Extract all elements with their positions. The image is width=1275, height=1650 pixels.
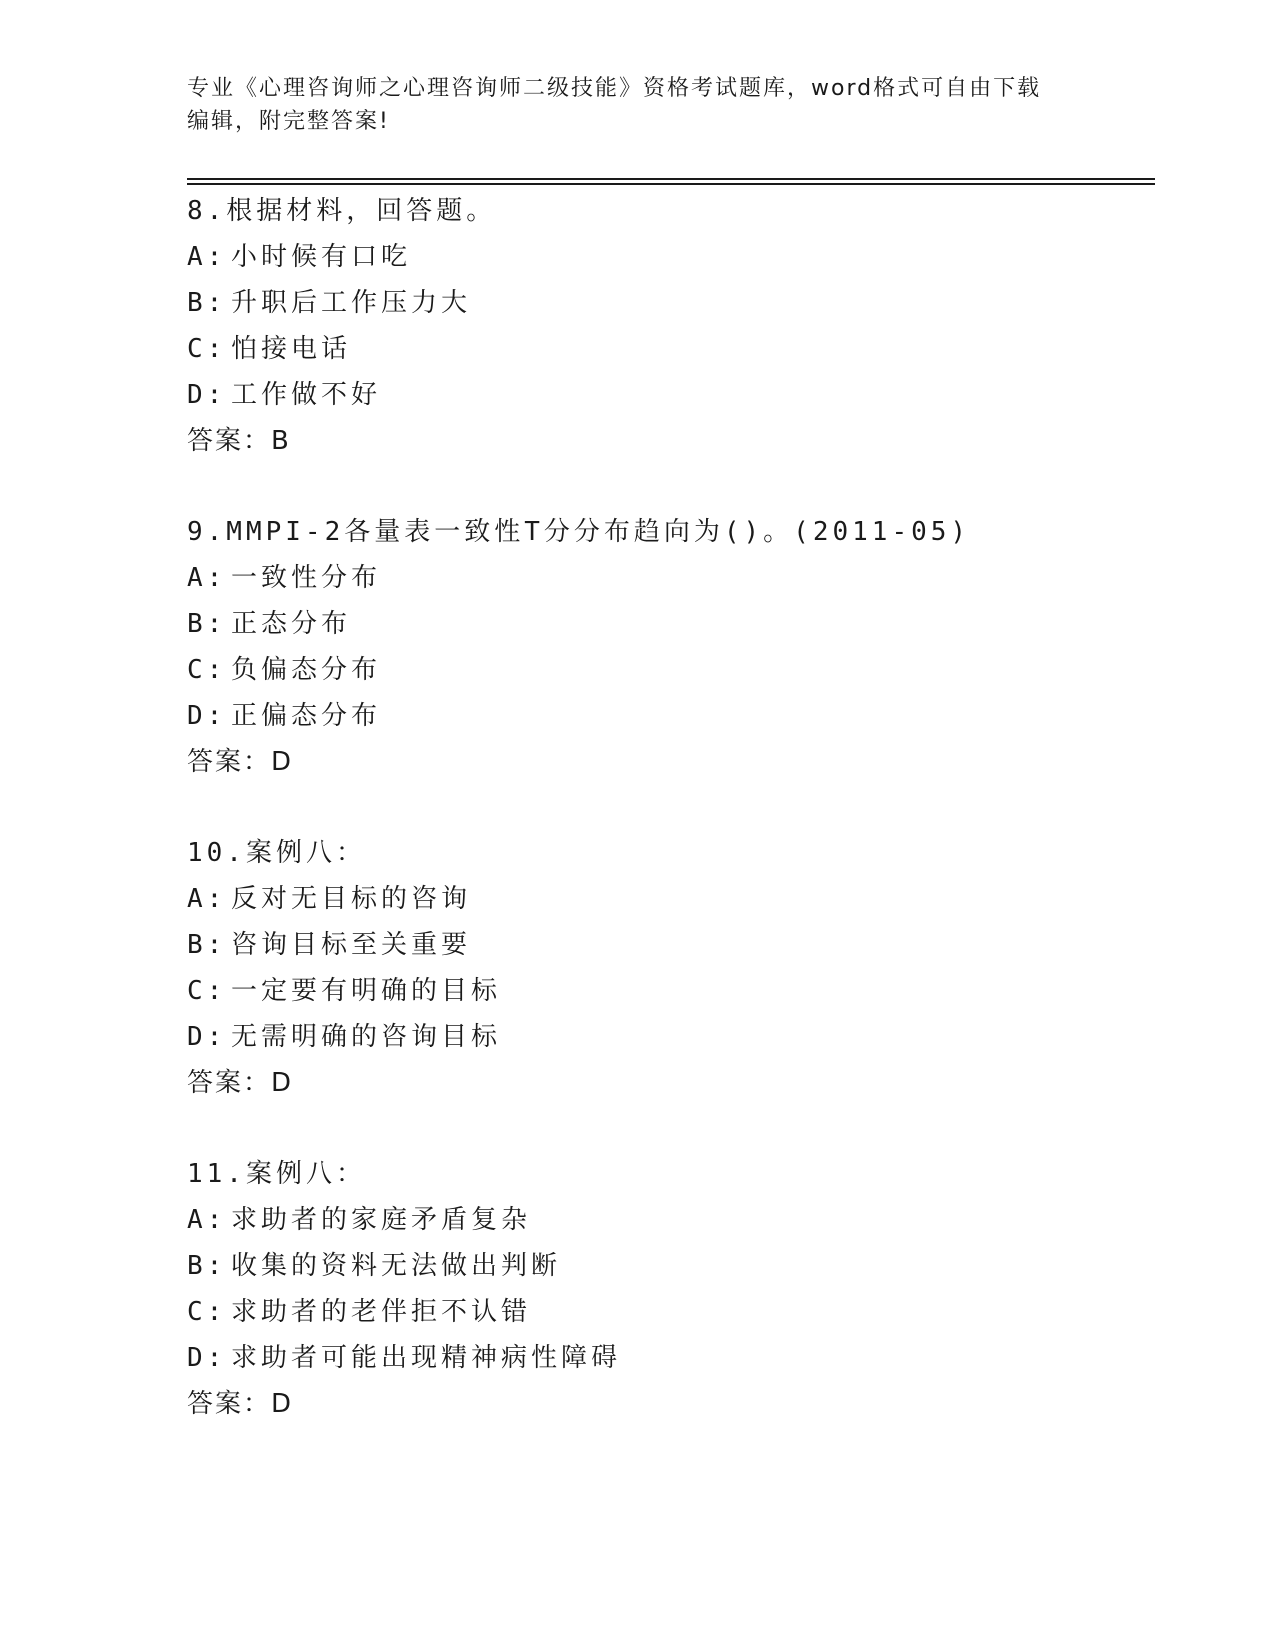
- option-text: 一致性分布: [231, 563, 382, 593]
- header-line-1: 专业《心理咨询师之心理咨询师二级技能》资格考试题库，word格式可自由下载: [187, 76, 1042, 101]
- option-text: 工作做不好: [231, 380, 382, 410]
- option-text: 升职后工作压力大: [231, 288, 472, 318]
- option-text: 无需明确的咨询目标: [231, 1022, 502, 1052]
- option-key: D:: [187, 380, 227, 410]
- document-header: [187, 72, 1067, 138]
- option-text: 求助者的老伴拒不认错: [231, 1297, 532, 1327]
- option-c: [187, 647, 1155, 693]
- option-a: [187, 555, 1155, 601]
- option-text: 求助者的家庭矛盾复杂: [231, 1205, 532, 1235]
- answer-line: 答案：D: [187, 1389, 294, 1419]
- question-8: [187, 188, 1155, 464]
- question-11: [187, 1151, 1155, 1427]
- question-stem: 10.案例八：: [187, 838, 366, 868]
- option-key: C:: [187, 1297, 227, 1327]
- option-text: 怕接电话: [231, 334, 352, 364]
- header-line-2: 编辑，附完整答案!: [187, 109, 390, 134]
- option-key: D:: [187, 1022, 227, 1052]
- option-key: B:: [187, 288, 227, 318]
- option-text: 小时候有口吃: [231, 242, 412, 272]
- answer-line: 答案：D: [187, 1068, 294, 1098]
- option-c: [187, 326, 1155, 372]
- option-d: [187, 372, 1155, 418]
- header-divider-top: [187, 178, 1155, 180]
- option-key: C:: [187, 655, 227, 685]
- option-c: [187, 968, 1155, 1014]
- question-stem: 8.根据材料，回答题。: [187, 196, 497, 226]
- question-list: [187, 188, 1155, 1427]
- option-a: [187, 876, 1155, 922]
- question-stem: 9.MMPI-2各量表一致性T分分布趋向为()。(2011-05): [187, 517, 971, 547]
- option-a: [187, 234, 1155, 280]
- option-key: B:: [187, 930, 227, 960]
- option-key: B:: [187, 609, 227, 639]
- option-d: [187, 693, 1155, 739]
- option-text: 正态分布: [231, 609, 352, 639]
- option-text: 求助者可能出现精神病性障碍: [231, 1343, 622, 1373]
- option-c: [187, 1289, 1155, 1335]
- option-key: D:: [187, 1343, 227, 1373]
- option-d: [187, 1335, 1155, 1381]
- option-text: 一定要有明确的目标: [231, 976, 502, 1006]
- option-key: A:: [187, 242, 227, 272]
- option-key: A:: [187, 1205, 227, 1235]
- option-key: D:: [187, 701, 227, 731]
- option-text: 正偏态分布: [231, 701, 382, 731]
- option-key: A:: [187, 563, 227, 593]
- option-key: A:: [187, 884, 227, 914]
- answer-line: 答案：B: [187, 426, 291, 456]
- option-key: C:: [187, 976, 227, 1006]
- question-9: [187, 509, 1155, 785]
- option-d: [187, 1014, 1155, 1060]
- option-a: [187, 1197, 1155, 1243]
- option-key: C:: [187, 334, 227, 364]
- option-b: [187, 280, 1155, 326]
- question-stem: 11.案例八：: [187, 1159, 366, 1189]
- option-b: [187, 922, 1155, 968]
- option-key: B:: [187, 1251, 227, 1281]
- option-text: 负偏态分布: [231, 655, 382, 685]
- option-text: 收集的资料无法做出判断: [231, 1251, 562, 1281]
- question-10: [187, 830, 1155, 1106]
- header-divider-bottom: [187, 183, 1155, 185]
- option-b: [187, 601, 1155, 647]
- answer-line: 答案：D: [187, 747, 294, 777]
- option-text: 咨询目标至关重要: [231, 930, 472, 960]
- option-b: [187, 1243, 1155, 1289]
- option-text: 反对无目标的咨询: [231, 884, 472, 914]
